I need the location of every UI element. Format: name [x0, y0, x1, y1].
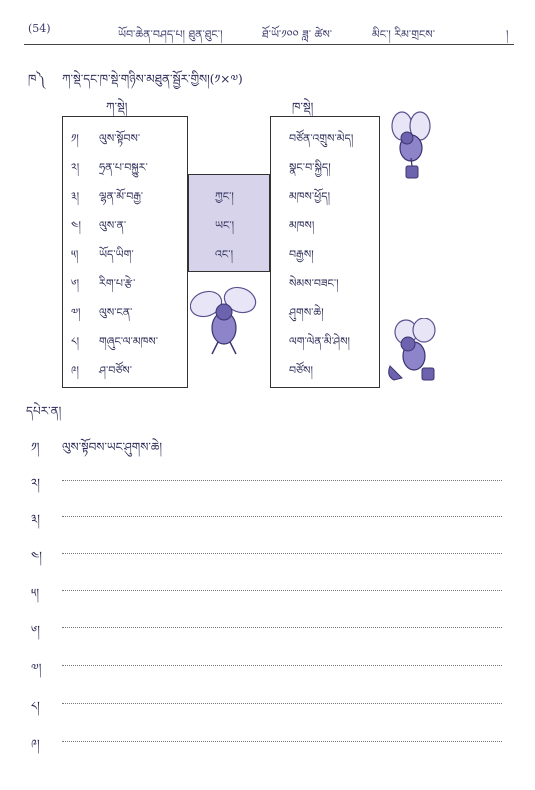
section-label: ཁ༽ [28, 72, 45, 86]
answer-number: ༨། [31, 699, 40, 713]
answer-blank-line[interactable] [62, 553, 502, 554]
left-item-text: ཡོད་ཡིག་ [99, 248, 134, 261]
right-item-text: མཁས། [289, 219, 315, 232]
example-answer: ལུས་སྟོབས་ཡང་ཤུགས་ཆེ། [62, 440, 163, 454]
right-column-box [270, 116, 380, 388]
left-item-number: ༤། [71, 219, 81, 232]
answer-number: ༢། [31, 476, 40, 490]
right-item-text: ཤུགས་ཆེ། [289, 306, 324, 319]
middle-particle: འང་། [215, 248, 234, 261]
answer-blank-line[interactable] [62, 516, 502, 517]
bee-with-bucket-illustration [384, 110, 434, 186]
left-item-number: ༢། [71, 161, 80, 174]
header-title: ཡོབ་ཆེན་བཤད་པ། ཐུན་ཐུང་། [118, 28, 223, 41]
bee-head [401, 132, 413, 144]
right-item-text: མཁས་ཕྱོད། [289, 190, 331, 203]
answer-number: ༧། [31, 661, 42, 675]
bee-head [216, 304, 232, 320]
example-number: ༡། [31, 440, 40, 454]
left-item-text: ཧྲན་པ་བསྐྱུར་ [99, 161, 148, 174]
header-grade: ཐོ་ཡོ་༡༠༠ ཟླ་ ཚེས་ [262, 28, 333, 41]
left-item-text: ཤ་བཙོས་ [99, 364, 133, 377]
answer-number: ༩། [31, 737, 40, 751]
left-column-box [62, 116, 188, 388]
answer-number: ༦། [31, 623, 40, 637]
left-item-number: ༡། [71, 132, 79, 145]
answer-blank-line[interactable] [62, 703, 502, 704]
answer-number: ༥། [31, 586, 40, 600]
left-item-number: ༣། [71, 190, 80, 203]
answer-blank-line[interactable] [62, 480, 502, 481]
right-item-text: སེམས་བཟང་། [289, 277, 339, 290]
bee-flying-illustration [190, 282, 258, 358]
section-instruction: ཀ་སྡེ་དང་ཁ་སྡེ་གཉིས་མཐུན་སྦྱོར་གྱིས།(༡×༧) [62, 72, 243, 86]
answer-blank-line[interactable] [62, 627, 502, 628]
header-end-mark: ། [506, 28, 509, 41]
right-item-text: སྣང་བ་སྐྱིད། [289, 161, 331, 174]
left-item-number: ༨། [71, 335, 80, 348]
answers-title: དཔེར་ན། [26, 404, 62, 418]
left-item-number: ༧། [71, 306, 81, 319]
answer-number: ༤། [31, 549, 42, 563]
bee-wing [413, 318, 435, 342]
right-item-text: བཙོས། [289, 364, 313, 377]
middle-particle-box [188, 174, 270, 272]
watering-can-icon [389, 366, 402, 380]
bee-watering-illustration [384, 318, 444, 386]
answer-blank-line[interactable] [62, 590, 502, 591]
middle-particle: ཡང་། [215, 219, 235, 232]
left-item-text: རིག་པ་རྩེ་ [99, 277, 136, 290]
left-item-text: ལུས་སྟོབས་ [99, 132, 141, 145]
bucket-icon [406, 166, 418, 178]
left-item-text: གཞུང་ལ་མཁས་ [99, 335, 159, 348]
header-name-label: མིང་། རིམ་གྲངས་ [372, 28, 436, 41]
left-item-number: ༦། [71, 277, 80, 290]
right-column-header: ཁ་སྡེ། [292, 100, 314, 114]
page-number: (54) [28, 22, 51, 35]
right-item-text: བཙོན་འགྲུས་མེད། [289, 132, 354, 145]
bucket-icon [422, 368, 434, 380]
right-item-text: ལག་ལེན་མི་ཤེས། [289, 335, 350, 348]
middle-particle: ཀྱང་། [215, 190, 234, 203]
answer-blank-line[interactable] [62, 741, 502, 742]
right-item-text: བརྒྱས། [289, 248, 314, 261]
left-item-text: ལུས་ངན་ [99, 306, 133, 319]
left-column-header: ཀ་སྡེ། [106, 100, 128, 114]
left-item-number: ༩། [71, 364, 79, 377]
bee-head [401, 337, 415, 351]
left-item-text: ལྷན་མོ་བརྒྱ་ [99, 190, 143, 203]
left-item-number: ༥། [71, 248, 79, 261]
left-item-text: ལུས་ན་ [99, 219, 127, 232]
answer-number: ༣། [31, 512, 40, 526]
header-rule [24, 44, 514, 45]
answer-blank-line[interactable] [62, 665, 502, 666]
